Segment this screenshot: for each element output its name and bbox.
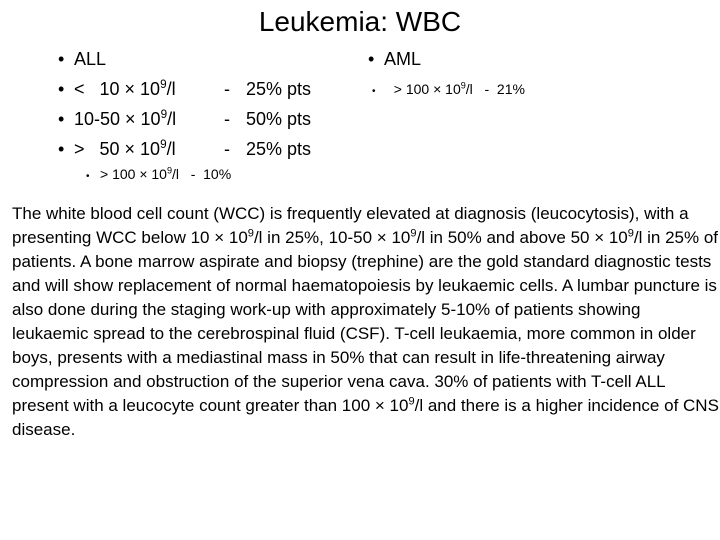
row-exponent: 9 (160, 78, 167, 91)
paragraph-exponent: 9 (410, 227, 417, 240)
paragraph-text: /l in 25% of patients. A bone marrow aspirate and biopsy (trephine) are the gold standard diagnostic tests and will show replacement of normal haematopoiesis by leukaemic cells. A lumbar puncture is also done during the staging work-up with approximately 5-10% of patients showing leukaemic spread to the cerebrospinal fluid (CSF). T-cell leukaemia, more common in older boys, presents with a mediastinal mass in 50% that can result in life-threatening airway compression and obstruction of the superior vena cava. 30% of patients with T-cell ALL present with a leucocyte count greater than 100 × 10 (12, 228, 719, 415)
row-dash: - (224, 109, 230, 129)
bullet-icon: • (58, 79, 65, 99)
bullet-icon: • (86, 171, 90, 182)
row-unit: /l (172, 166, 180, 182)
aml-heading-label: AML (384, 49, 422, 69)
row-dash: - (484, 81, 490, 97)
row-dash: - (190, 166, 196, 182)
row-exponent: 9 (160, 138, 167, 151)
row-percent: 10% (203, 166, 232, 182)
row-unit: /l (166, 79, 176, 99)
paragraph-text: /l and there is a higher incidence of CNS disease. (12, 396, 719, 439)
description-paragraph (12, 202, 720, 442)
row-count: > 100 × 10 (393, 81, 461, 97)
row-unit: /l (465, 81, 473, 97)
paragraph-text: /l in 50% and above 50 × 10 (416, 228, 628, 247)
all-list (58, 44, 388, 187)
aml-list (368, 44, 708, 103)
row-unit: /l (167, 109, 177, 129)
page-title: Leukemia: WBC (258, 6, 462, 37)
bullet-icon: • (58, 49, 65, 69)
row-count: > 100 × 10 (100, 166, 167, 182)
row-unit: /l (166, 139, 176, 159)
row-dash: - (224, 139, 230, 159)
aml-heading (368, 44, 708, 74)
row-count: < 10 × 10 (74, 79, 161, 99)
all-row-3 (58, 134, 388, 164)
bullet-icon: • (368, 49, 375, 69)
row-percent: 25% pts (246, 79, 312, 99)
bullet-icon: • (58, 139, 65, 159)
all-sub-row (86, 164, 388, 187)
aml-sub-row (372, 78, 708, 103)
all-heading (58, 44, 388, 74)
paragraph-text: The white blood cell count (WCC) is frequently elevated at diagnosis (leucocytosis), with a presenting WCC below 10 × 10 (12, 204, 689, 247)
row-count: 10-50 × 10 (74, 109, 161, 129)
row-percent: 25% pts (246, 139, 312, 159)
paragraph-exponent: 9 (247, 227, 254, 240)
paragraph-exponent: 9 (627, 227, 634, 240)
bullet-icon: • (58, 109, 65, 129)
row-dash: - (224, 79, 230, 99)
all-heading-label: ALL (74, 49, 107, 69)
row-percent: 50% pts (246, 109, 312, 129)
all-row-2 (58, 104, 388, 134)
all-row-1 (58, 74, 388, 104)
row-exponent: 9 (460, 80, 466, 91)
row-count: > 50 × 10 (74, 139, 161, 159)
paragraph-text: /l in 25%, 10-50 × 10 (253, 228, 411, 247)
row-percent: 21% (496, 81, 525, 97)
bullet-icon: • (372, 86, 376, 97)
row-exponent: 9 (166, 165, 173, 176)
paragraph-exponent: 9 (408, 395, 415, 408)
row-exponent: 9 (160, 108, 168, 121)
